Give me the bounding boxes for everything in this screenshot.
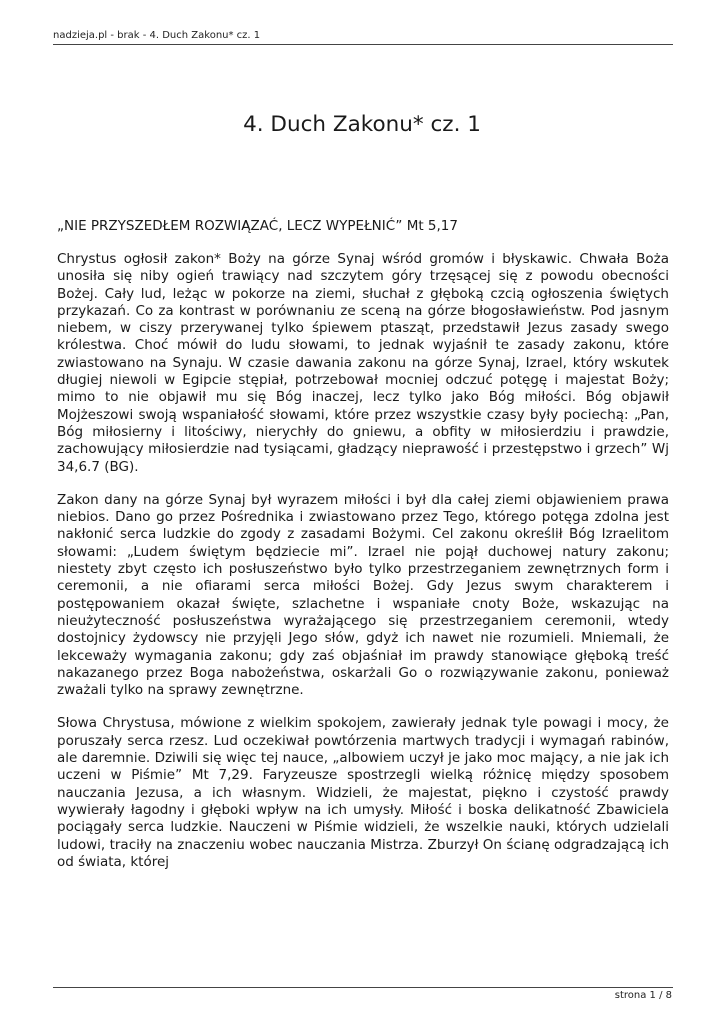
paragraph-2: Zakon dany na górze Synaj był wyrazem miłości i był dla całej ziemi objawieniem prawa niebios. Dano go przez Pośrednika i zwiastowano przez Tego, którego potęga zdolna jest nakłonić serca ludzkie do zgody z zasadami Bożymi. Cel zakonu określił Bóg Izraelitom słowami: „Ludem świętym będziecie mi”. Izrael nie pojął duchowej natury zakonu; niestety zbyt często ich posłuszeństwo było tylko przestrzeganiem zewnętrznych form i ceremonii, a nie ofiarami serca miłości Bożej. Gdy Jezus swym charakterem i postępowaniem okazał święte, szlachetne i wspaniałe cnoty Boże, wskazując na nieużyteczność posłuszeństwa wyrażającego się przestrzeganiem ceremonii, wtedy dostojnicy żydowscy nie przyjęli Jego słów, gdyż ich nawet nie rozumieli. Mniemali, że lekceważy wymagania zakonu; gdy zaś objaśniał im prawdy stanowiące głęboką treść nakazanego przez Boga nabożeństwa, oskarżali Go o rozwiązywanie zakonu, ponieważ zważali tylko na sprawy zewnętrzne.	[57, 491, 669, 699]
paragraph-3: Słowa Chrystusa, mówione z wielkim spokojem, zawierały jednak tyle powagi i mocy, że poruszały serca rzesz. Lud oczekiwał powtórzenia martwych tradycji i wymagań rabinów, ale daremnie. Dziwili się więc tej nauce, „albowiem uczył je jako moc mający, a nie jak ich uczeni w Piśmie” Mt 7,29. Faryzeusze spostrzegli wielką różnicę między sposobem nauczania Jezusa, a ich własnym. Widzieli, że majestat, piękno i czystość prawdy wywierały łagodny i głęboki wpływ na ich umysły. Miłość i boska delikatność Zbawiciela pociągały serca ludzkie. Nauczeni w Piśmie widzieli, że wszelkie nauki, których udzielali ludowi, traciły na znaczeniu wobec nauczania Mistrza. Zburzył On ścianę odgradzającą ich od świata, której	[57, 715, 669, 870]
running-header: nadzieja.pl - brak - 4. Duch Zakonu* cz. 1	[53, 30, 673, 45]
paragraph-1: Chrystus ogłosił zakon* Boży na górze Synaj wśród gromów i błyskawic. Chwała Boża unosiła się niby ogień trawiący nad szczytem góry trzęsącej się z powodu obecności Bożej. Cały lud, leżąc w pokorze na ziemi, słuchał z głęboką czcią ogłoszenia świętych przykazań. Co za kontrast w porównaniu ze sceną na górze błogosławieństw. Pod jasnym niebem, w ciszy przerywanej tylko śpiewem ptasząt, przedstawił Jezus zasady swego królestwa. Choć mówił do ludu słowami, to jednak wyjaśnił te zasady zakonu, które zwiastowano na Synaju. W czasie dawania zakonu na górze Synaj, Izrael, który wskutek długiej niewoli w Egipcie stępiał, potrzebował mocniej odczuć potęgę i majestat Boży; mimo to nie objawił mu się Bóg inaczej, lecz tylko jako Bóg miłości. Bóg objawił Mojżeszowi swoją wspaniałość słowami, które przez wszystkie czasy były pociechą: „Pan, Bóg miłosierny i litościwy, nierychły do gniewu, a obfity w miłosierdziu i prawdzie, zachowujący miłosierdzie nad tysiącami, gładzący nieprawość i przestępstwo i grzech” Wj 34,6.7 (BG).	[57, 251, 669, 475]
page-title: 4. Duch Zakonu* cz. 1	[243, 112, 481, 137]
body-text	[57, 251, 669, 887]
footer-divider	[53, 987, 673, 988]
chapter-subtitle: „NIE PRZYSZEDŁEM ROZWIĄZAĆ, LECZ WYPEŁNIĆ” Mt 5,17	[57, 218, 458, 234]
page-number: strona 1 / 8	[614, 990, 672, 1001]
